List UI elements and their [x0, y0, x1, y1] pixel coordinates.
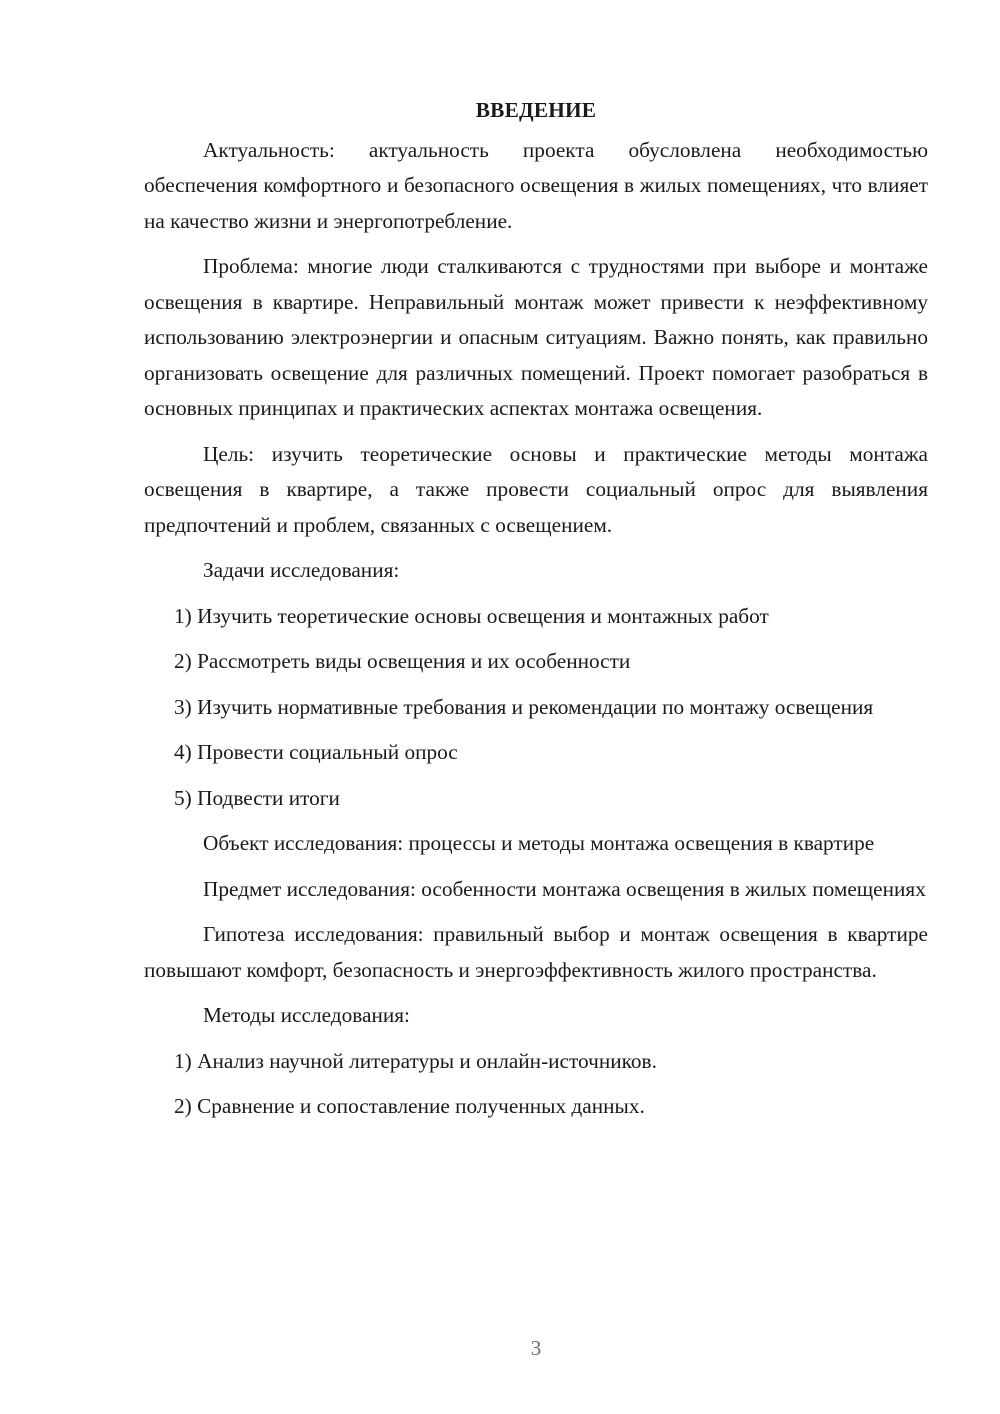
paragraph-tasks-heading: Задачи исследования: — [203, 558, 400, 582]
task-item-4: 4) Провести социальный опрос — [174, 740, 458, 764]
page-title: ВВЕДЕНИЕ — [475, 98, 597, 122]
method-item-2: 2) Сравнение и сопоставление полученных данных. — [174, 1094, 645, 1118]
paragraph-methods-heading: Методы исследования: — [203, 1003, 410, 1027]
paragraph-problem: Проблема: многие люди сталкиваются с трудностями при выборе и монтаже освещения в квартире. Неправильный монтаж может привести к неэффективному использованию электроэнергии и опасным ситуациям. Важно понять, как правильно организовать освещение для различных помещений. Проект помогает разобраться в основных принципах и практических аспектах монтажа освещения. — [144, 254, 928, 420]
page-content — [144, 93, 928, 1135]
paragraph-relevance: Актуальность: актуальность проекта обусловлена необходимостью обеспечения комфортного и безопасного освещения в жилых помещениях, что влияет на качество жизни и энергопотребление. — [144, 137, 928, 233]
task-item-5: 5) Подвести итоги — [174, 785, 340, 810]
paragraph-subject: Предмет исследования: особенности монтажа освещения в жилых помещениях — [203, 876, 926, 901]
task-item-2: 2) Рассмотреть виды освещения и их особенности — [174, 649, 631, 673]
paragraph-goal: Цель: изучить теоретические основы и практические методы монтажа освещения в квартире, а также провести социальный опрос для выявления предпочтений и проблем, связанных с освещением. — [144, 441, 928, 537]
method-item-1: 1) Анализ научной литературы и онлайн-источников. — [174, 1048, 657, 1073]
paragraph-hypothesis: Гипотеза исследования: правильный выбор и монтаж освещения в квартире повышают комфорт, безопасность и энергоэффективность жилого пространства. — [144, 922, 928, 982]
task-item-1: 1) Изучить теоретические основы освещения и монтажных работ — [174, 603, 769, 628]
task-item-3: 3) Изучить нормативные требования и рекомендации по монтажу освещения — [174, 694, 874, 719]
paragraph-object: Объект исследования: процессы и методы монтажа освещения в квартире — [203, 831, 875, 855]
page-number: 3 — [530, 1336, 542, 1360]
